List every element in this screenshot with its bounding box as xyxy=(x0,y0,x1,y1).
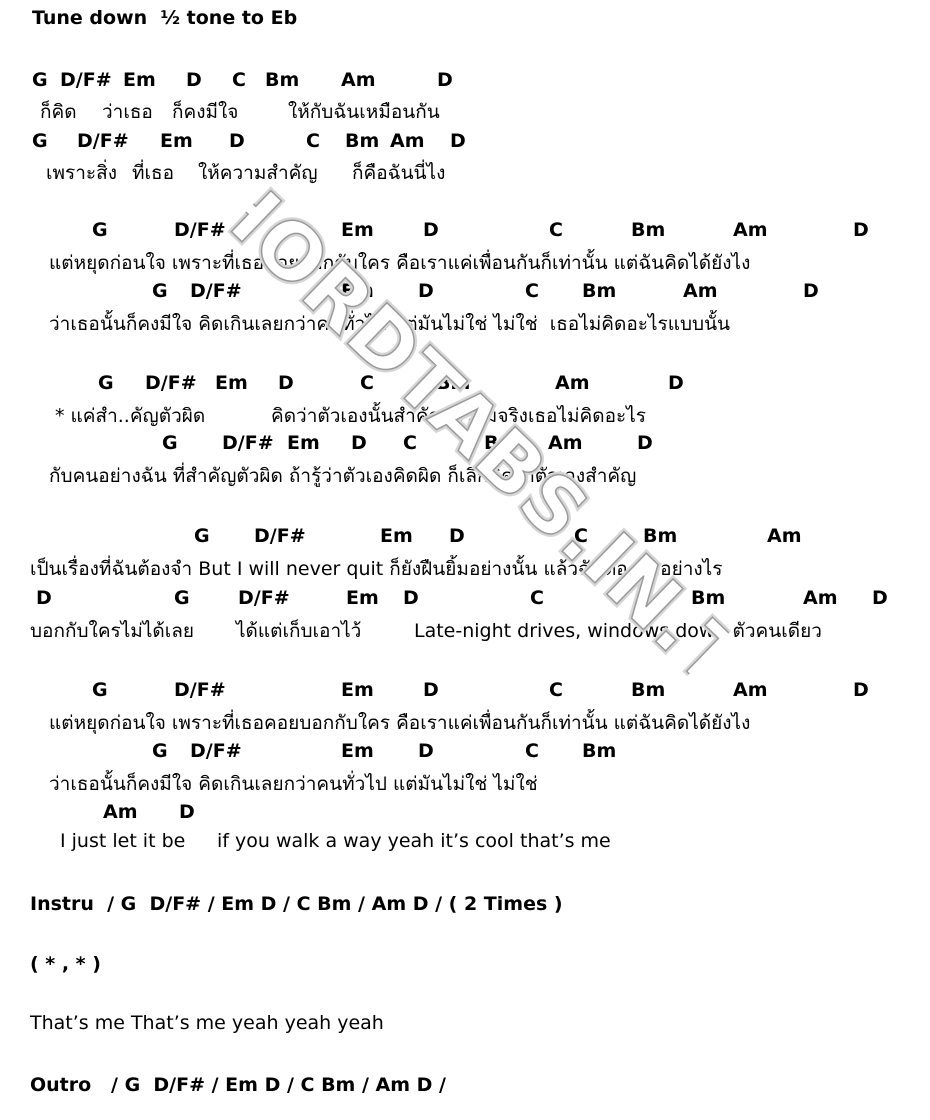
chord: Am xyxy=(341,69,376,91)
lyric-text: บอกกับใครไม่ได้เลย xyxy=(30,620,194,642)
svg-text:CHORDTABS.IN.TH: CHORDTABS.IN.TH xyxy=(180,135,780,725)
chord: D/F# xyxy=(222,432,274,454)
chord: D xyxy=(179,801,195,823)
lyric-text: เป็นเรื่องที่ฉันต้องจำ But I will never quit ก็ยังฝืนยิ้มอย่างนั้น แล้วฉันต้องทำอย่างไร xyxy=(30,558,723,580)
tuning-text: Tune down ½ tone to Eb xyxy=(32,7,298,29)
chord-row xyxy=(0,740,930,770)
chord: D xyxy=(423,219,439,241)
chord: D xyxy=(803,280,819,302)
chord: Am xyxy=(683,280,718,302)
chord: Bm xyxy=(631,219,666,241)
chord: D/F# xyxy=(174,679,226,701)
lyric-row xyxy=(0,708,930,738)
chord-row xyxy=(0,69,930,99)
chord: D/F# xyxy=(254,525,306,547)
tuning-instruction xyxy=(0,7,930,37)
chord: Bm xyxy=(436,372,471,394)
chord: Em xyxy=(123,69,156,91)
chord: G xyxy=(32,69,48,91)
chord: Bm xyxy=(691,587,726,609)
lyric-text: แต่หยุดก่อนใจ เพราะที่เธอคอยบอกกับใคร คือเราแค่เพื่อนกันก็เท่านั้น แต่ฉันคิดได้ยังไง xyxy=(49,712,751,734)
chord: Bm xyxy=(345,130,380,152)
lyric-row xyxy=(0,248,930,278)
chord: Em xyxy=(160,130,193,152)
lyric-text: กับคนอย่างฉัน ที่สำคัญตัวผิด ถ้ารู้ว่าตัวเองคิดผิด ก็เลิกคิดว่าตัวเองสำคัญ xyxy=(49,465,637,487)
chord: Em xyxy=(215,372,248,394)
lyric-text: ได้แต่เก็บเอาไว้ xyxy=(236,620,362,642)
lyric-row xyxy=(0,401,930,431)
lyric-text: แต่หยุดก่อนใจ เพราะที่เธอคอยบอกกับใคร คือเราแค่เพื่อนกันก็เท่านั้น แต่ฉันคิดได้ยังไง xyxy=(49,252,751,274)
chord: G xyxy=(92,679,108,701)
chord-row xyxy=(0,432,930,462)
lyric-text: ก็คงมีใจ xyxy=(172,101,239,123)
chord: G xyxy=(92,219,108,241)
chord: C xyxy=(549,219,563,241)
chord-row xyxy=(0,130,930,160)
chord: D/F# xyxy=(238,587,290,609)
svg-text:CHORDTABS.IN.TH: CHORDTABS.IN.TH xyxy=(180,135,780,725)
chord: D xyxy=(637,432,653,454)
lyric-row xyxy=(0,461,930,491)
chord: D xyxy=(872,587,888,609)
chord: Em xyxy=(341,280,374,302)
chord: D xyxy=(668,372,684,394)
chord: D/F# xyxy=(174,219,226,241)
lyric-text: คิดว่าตัวเองนั้นสำคัญ ความจริงเธอไม่คิดอะไร xyxy=(271,405,646,427)
outro-text: Outro / G D/F# / Em D / C Bm / Am D / xyxy=(30,1074,446,1096)
chord: D xyxy=(403,587,419,609)
chord: G xyxy=(162,432,178,454)
chord: D xyxy=(278,372,294,394)
chord: Em xyxy=(341,679,374,701)
lyric-text: ว่าเธอ xyxy=(102,101,153,123)
lyric-text: Late-night drives, windows down ตัวคนเดียว xyxy=(414,620,822,642)
chord: C xyxy=(360,372,374,394)
chord: Bm xyxy=(631,679,666,701)
chord: D xyxy=(423,679,439,701)
chord: D/F# xyxy=(190,280,242,302)
chord: D xyxy=(853,679,869,701)
chord-row xyxy=(0,219,930,249)
chord: Am xyxy=(390,130,425,152)
chord-row xyxy=(0,372,930,402)
chord-row xyxy=(0,679,930,709)
lyric-row xyxy=(0,309,930,339)
chord: Am xyxy=(767,525,802,547)
chord: Em xyxy=(341,740,374,762)
chord: Em xyxy=(346,587,379,609)
chord: D/F# xyxy=(190,740,242,762)
lyric-row xyxy=(0,1012,930,1042)
chord: D xyxy=(186,69,202,91)
chord: D/F# xyxy=(60,69,112,91)
repeat-marker xyxy=(0,953,930,983)
chord: G xyxy=(174,587,190,609)
lyric-text: I just let it be xyxy=(60,830,186,852)
chord: C xyxy=(549,679,563,701)
instrumental-text: Instru / G D/F# / Em D / C Bm / Am D / ( 2 Times ) xyxy=(30,893,563,915)
chord: Bm xyxy=(484,432,519,454)
chord: D xyxy=(418,280,434,302)
outro-line xyxy=(0,1074,930,1104)
lyric-text: เพราะสิ่ง xyxy=(46,162,117,184)
chord: C xyxy=(232,69,246,91)
chord: Em xyxy=(380,525,413,547)
chord: D xyxy=(437,69,453,91)
chord: C xyxy=(306,130,320,152)
chord: C xyxy=(574,525,588,547)
lyric-text: ให้ความสำคัญ xyxy=(198,162,318,184)
chord: D xyxy=(853,219,869,241)
lyric-text: ก็คือฉันนี่ไง xyxy=(352,162,446,184)
chord: Am xyxy=(548,432,583,454)
chord: Bm xyxy=(582,740,617,762)
lyric-text: * แค่สำ..คัญตัวผิด xyxy=(55,405,206,427)
lyric-row xyxy=(0,616,930,646)
repeat-text: ( * , * ) xyxy=(30,953,101,975)
chord: D xyxy=(450,130,466,152)
lyric-text: ว่าเธอนั้นก็คงมีใจ คิดเกินเลยกว่าคนทั่วไป แต่มันไม่ใช่ ไม่ใช่ เธอไม่คิดอะไรแบบนั้น xyxy=(49,313,731,335)
chord: D xyxy=(36,587,52,609)
chord: G xyxy=(32,130,48,152)
lyric-row xyxy=(0,554,930,584)
instrumental-line xyxy=(0,893,930,923)
chord: D/F# xyxy=(145,372,197,394)
chord: C xyxy=(525,740,539,762)
chord: Am xyxy=(555,372,590,394)
lyric-text: ที่เธอ xyxy=(132,162,175,184)
chord: G xyxy=(194,525,210,547)
chord-row xyxy=(0,587,930,617)
chord: Bm xyxy=(582,280,617,302)
chord: Bm xyxy=(643,525,678,547)
chord: D xyxy=(351,432,367,454)
chord: Am xyxy=(733,219,768,241)
lyric-text: if you walk a way yeah it’s cool that’s me xyxy=(217,830,611,852)
chord: C xyxy=(525,280,539,302)
chord: D xyxy=(229,130,245,152)
chord: Am xyxy=(103,801,138,823)
chord: D/F# xyxy=(77,130,129,152)
tag-line-text: That’s me That’s me yeah yeah yeah xyxy=(30,1012,384,1034)
lyric-row xyxy=(0,830,930,860)
lyric-row xyxy=(0,97,930,127)
chord: Am xyxy=(733,679,768,701)
chord-row xyxy=(0,280,930,310)
chord: Em xyxy=(341,219,374,241)
chord: G xyxy=(152,740,168,762)
chord: D xyxy=(449,525,465,547)
chord: G xyxy=(98,372,114,394)
chord: D xyxy=(418,740,434,762)
lyric-text: ให้กับฉันเหมือนกัน xyxy=(288,101,440,123)
chord: G xyxy=(152,280,168,302)
chord: Bm xyxy=(265,69,300,91)
lyric-text: ก็คิด xyxy=(40,101,77,123)
chord: Am xyxy=(803,587,838,609)
chord: Em xyxy=(287,432,320,454)
lyric-row xyxy=(0,158,930,188)
chord: C xyxy=(530,587,544,609)
chord: C xyxy=(403,432,417,454)
lyric-row xyxy=(0,769,930,799)
lyric-text: ว่าเธอนั้นก็คงมีใจ คิดเกินเลยกว่าคนทั่วไป แต่มันไม่ใช่ ไม่ใช่ xyxy=(49,773,538,795)
chord-row xyxy=(0,801,930,831)
chord-row xyxy=(0,525,930,555)
